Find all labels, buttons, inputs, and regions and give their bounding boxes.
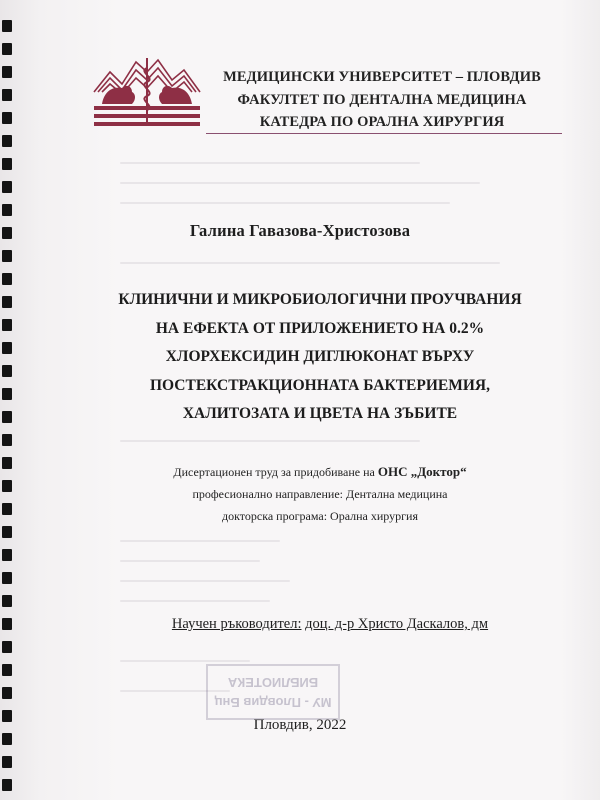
dissertation-info xyxy=(100,461,540,527)
binding-hole xyxy=(2,250,12,262)
binding-hole xyxy=(2,618,12,630)
binding-hole xyxy=(2,572,12,584)
supervisor-label: Научен ръководител: xyxy=(171,616,302,632)
binding-hole xyxy=(2,595,12,607)
title-line: КЛИНИЧНИ И МИКРОБИОЛОГИЧНИ ПРОУЧВАНИЯ xyxy=(118,291,522,308)
title-line: ПОСТЕКСТРАКЦИОННАТА БАКТЕРИЕМИЯ, xyxy=(150,376,490,394)
binding-hole xyxy=(2,181,12,193)
author-name: Галина Гавазова-Христозова xyxy=(189,221,411,240)
binding-hole xyxy=(2,733,12,745)
binding-hole xyxy=(2,89,12,101)
faculty-name: ФАКУЛТЕТ ПО ДЕНТАЛНА МЕДИЦИНА xyxy=(237,91,527,108)
stamp-line: МУ - Пловдив Бнц xyxy=(214,695,332,710)
binding-hole xyxy=(2,204,12,216)
binding-hole xyxy=(2,158,12,170)
binding-hole xyxy=(2,779,12,791)
dissertation-title xyxy=(60,286,580,429)
binding-hole xyxy=(2,388,12,400)
supervisor-line xyxy=(60,616,600,633)
binding-hole xyxy=(2,503,12,515)
binding-hole xyxy=(2,365,12,377)
stamp-line: БИБЛИОТЕКА xyxy=(227,675,319,690)
university-name: МЕДИЦИНСКИ УНИВЕРСИТЕТ – ПЛОВДИВ xyxy=(223,69,541,85)
binding-hole xyxy=(2,20,12,32)
binding-hole xyxy=(2,411,12,423)
binding-hole xyxy=(2,756,12,768)
title-line: ХЛОРХЕКСИДИН ДИГЛЮКОНАТ ВЪРХУ xyxy=(165,348,475,365)
professional-field: професионално направление: Дентална медицина xyxy=(192,487,448,501)
city-year: Пловдив, 2022 xyxy=(253,717,347,733)
university-emblem-icon xyxy=(92,48,202,130)
binding-hole xyxy=(2,66,12,78)
doctoral-program: докторска програма: Орална хирургия xyxy=(222,509,418,523)
header-divider xyxy=(206,133,562,134)
supervisor-name: доц. д-р Христо Даскалов, дм xyxy=(305,616,489,632)
spiral-binding xyxy=(0,0,22,800)
binding-hole xyxy=(2,112,12,124)
library-stamp xyxy=(206,664,340,720)
department-name: КАТЕДРА ПО ОРАЛНА ХИРУРГИЯ xyxy=(259,114,505,130)
header-institution xyxy=(212,66,552,134)
title-line: НА ЕФЕКТА ОТ ПРИЛОЖЕНИЕТО НА 0.2% xyxy=(155,319,485,337)
degree-line xyxy=(100,461,540,483)
binding-hole xyxy=(2,526,12,538)
binding-hole xyxy=(2,273,12,285)
binding-hole xyxy=(2,457,12,469)
title-line: ХАЛИТОЗАТА И ЦВЕТА НА ЗЪБИТЕ xyxy=(182,405,458,422)
binding-hole xyxy=(2,43,12,55)
degree-name: ОНС „Доктор“ xyxy=(377,464,467,479)
binding-hole xyxy=(2,319,12,331)
degree-prefix: Дисертационен труд за придобиване на xyxy=(173,465,375,479)
binding-hole xyxy=(2,434,12,446)
binding-hole xyxy=(2,480,12,492)
binding-hole xyxy=(2,342,12,354)
binding-hole xyxy=(2,641,12,653)
binding-hole xyxy=(2,135,12,147)
binding-hole xyxy=(2,687,12,699)
binding-hole xyxy=(2,664,12,676)
binding-hole xyxy=(2,296,12,308)
binding-hole xyxy=(2,549,12,561)
